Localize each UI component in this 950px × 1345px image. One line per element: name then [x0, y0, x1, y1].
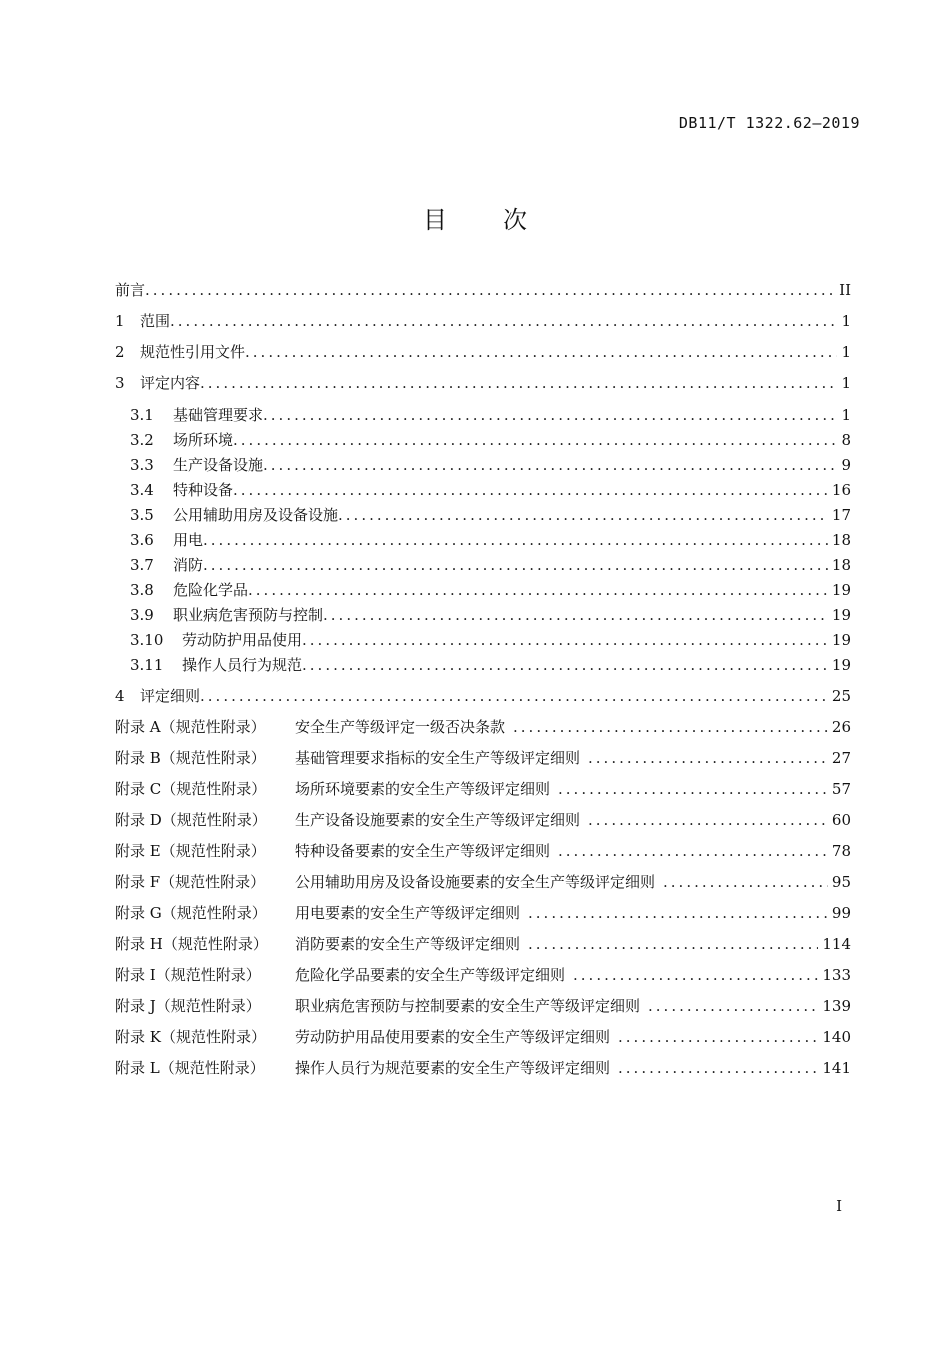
- toc-entry-label: 特种设备: [173, 481, 234, 499]
- toc-entry-number: 3.8: [130, 581, 154, 599]
- toc-entry-label: 场所环境: [173, 431, 234, 449]
- toc-page-number: 141: [822, 1059, 851, 1077]
- toc-page-number: 1: [841, 374, 851, 392]
- toc-entry-section-3-2[interactable]: [130, 429, 851, 451]
- toc-entry-section-3-4[interactable]: [130, 479, 851, 501]
- toc-entry-label: 评定细则: [140, 687, 201, 705]
- toc-page-number: 18: [831, 531, 851, 549]
- toc-leader-dots: [338, 506, 828, 524]
- toc-entry-label: 场所环境要素的安全生产等级评定细则: [295, 780, 551, 798]
- toc-page-number: 60: [831, 811, 851, 829]
- toc-entry-label: 公用辅助用房及设备设施: [173, 506, 339, 524]
- toc-page-number: 9: [841, 456, 851, 474]
- toc-entry-number: 附录 L（规范性附录）: [115, 1059, 265, 1077]
- toc-entry-appendix-d[interactable]: [115, 809, 851, 831]
- toc-entry-label: 职业病危害预防与控制: [173, 606, 324, 624]
- toc-page-number: 95: [831, 873, 851, 891]
- page-title: [0, 200, 950, 235]
- toc-page-number: 139: [822, 997, 851, 1015]
- toc-leader-dots: [618, 1059, 818, 1077]
- toc-entry-number: 3.4: [130, 481, 154, 499]
- toc-entry-appendix-i[interactable]: [115, 964, 851, 986]
- toc-leader-dots: [302, 656, 828, 674]
- toc-entry-label: 生产设备设施: [173, 456, 264, 474]
- toc-entry-label: 特种设备要素的安全生产等级评定细则: [295, 842, 551, 860]
- toc-entry-label: 安全生产等级评定一级否决条款: [295, 718, 506, 736]
- toc-entry-label: 消防: [173, 556, 204, 574]
- toc-leader-dots: [233, 431, 837, 449]
- toc-page-number: 18: [831, 556, 851, 574]
- toc-page-number: 1: [841, 406, 851, 424]
- toc-page-number: II: [839, 281, 851, 299]
- toc-leader-dots: [200, 687, 828, 705]
- toc-entry-appendix-c[interactable]: [115, 778, 851, 800]
- toc-entry-label: 基础管理要求指标的安全生产等级评定细则: [295, 749, 581, 767]
- toc-entry-number: 附录 F（规范性附录）: [115, 873, 266, 891]
- page-number: I: [836, 1197, 842, 1215]
- toc-leader-dots: [573, 966, 818, 984]
- toc-entry-number: 附录 I（规范性附录）: [115, 966, 261, 984]
- toc-leader-dots: [263, 406, 837, 424]
- toc-leader-dots: [245, 343, 837, 361]
- toc-entry-section-3-3[interactable]: [130, 454, 851, 476]
- toc-entry-appendix-j[interactable]: [115, 995, 851, 1017]
- title-char-2: 次: [503, 206, 527, 234]
- toc-leader-dots: [323, 606, 828, 624]
- toc-page-number: 19: [831, 581, 851, 599]
- toc-entry-number: 2: [115, 343, 125, 361]
- toc-entry-label: 危险化学品: [173, 581, 249, 599]
- toc-entry-number: 附录 J（规范性附录）: [115, 997, 261, 1015]
- toc-leader-dots: [203, 531, 828, 549]
- toc-page-number: 19: [831, 631, 851, 649]
- toc-entry-number: 附录 K（规范性附录）: [115, 1028, 266, 1046]
- toc-page-number: 114: [822, 935, 851, 953]
- toc-entry-label: 范围: [140, 312, 171, 330]
- toc-entry-number: 3.1: [130, 406, 154, 424]
- toc-entry-number: 3.5: [130, 506, 154, 524]
- toc-page-number: 19: [831, 656, 851, 674]
- toc-entry-number: 附录 E（规范性附录）: [115, 842, 266, 860]
- toc-entry-section-3-11[interactable]: [130, 654, 851, 676]
- toc-page-number: 19: [831, 606, 851, 624]
- standard-number: DB11/T 1322.62—2019: [678, 114, 860, 132]
- toc-entry-label: 前言: [115, 281, 146, 299]
- toc-entry-label: 用电: [173, 531, 204, 549]
- toc-entry-appendix-l[interactable]: [115, 1057, 851, 1079]
- toc-leader-dots: [203, 556, 828, 574]
- toc-leader-dots: [588, 749, 828, 767]
- toc-leader-dots: [528, 904, 828, 922]
- toc-entry-section-3-7[interactable]: [130, 554, 851, 576]
- toc-page-number: 133: [822, 966, 851, 984]
- toc-entry-label: 公用辅助用房及设备设施要素的安全生产等级评定细则: [295, 873, 656, 891]
- toc-entry-appendix-g[interactable]: [115, 902, 851, 924]
- toc-leader-dots: [145, 281, 835, 299]
- toc-page-number: 27: [831, 749, 851, 767]
- toc-entry-label: 用电要素的安全生产等级评定细则: [295, 904, 521, 922]
- toc-leader-dots: [618, 1028, 818, 1046]
- toc-page-number: 17: [831, 506, 851, 524]
- toc-page-number: 57: [831, 780, 851, 798]
- toc-entry-number: 4: [115, 687, 125, 705]
- toc-entry-label: 操作人员行为规范: [182, 656, 303, 674]
- toc-leader-dots: [558, 780, 828, 798]
- toc-entry-label: 职业病危害预防与控制要素的安全生产等级评定细则: [295, 997, 641, 1015]
- toc-entry-number: 3.6: [130, 531, 154, 549]
- toc-page-number: 1: [841, 312, 851, 330]
- toc-entry-label: 规范性引用文件: [140, 343, 246, 361]
- toc-entry-number: 附录 D（规范性附录）: [115, 811, 267, 829]
- toc-entry-appendix-k[interactable]: [115, 1026, 851, 1048]
- toc-page-number: 1: [841, 343, 851, 361]
- toc-entry-number: 3.9: [130, 606, 154, 624]
- toc-entry-number: 3.7: [130, 556, 154, 574]
- toc-entry-label: 基础管理要求: [173, 406, 264, 424]
- title-char-1: 目: [423, 206, 447, 234]
- toc-leader-dots: [648, 997, 818, 1015]
- toc-page-number: 25: [831, 687, 851, 705]
- toc-entry-section-3-6[interactable]: [130, 529, 851, 551]
- toc-entry-section-3-9[interactable]: [130, 604, 851, 626]
- toc-entry-section-3-1[interactable]: [130, 404, 851, 426]
- toc-leader-dots: [248, 581, 828, 599]
- toc-entry-appendix-e[interactable]: [115, 840, 851, 862]
- toc-entry-number: 3.11: [130, 656, 164, 674]
- toc-entry-appendix-b[interactable]: [115, 747, 851, 769]
- toc-leader-dots: [200, 374, 837, 392]
- toc-entry-foreword[interactable]: [115, 279, 851, 301]
- toc-entry-label: 操作人员行为规范要素的安全生产等级评定细则: [295, 1059, 611, 1077]
- toc-leader-dots: [302, 631, 828, 649]
- toc-entry-label: 评定内容: [140, 374, 201, 392]
- toc-page-number: 78: [831, 842, 851, 860]
- toc-page-number: 140: [822, 1028, 851, 1046]
- toc-page-number: 8: [841, 431, 851, 449]
- toc-entry-appendix-f[interactable]: [115, 871, 851, 893]
- toc-entry-label: 危险化学品要素的安全生产等级评定细则: [295, 966, 566, 984]
- toc-entry-chapter-3[interactable]: [115, 372, 851, 394]
- toc-entry-label: 消防要素的安全生产等级评定细则: [295, 935, 521, 953]
- toc-page-number: 99: [831, 904, 851, 922]
- toc-entry-number: 3.10: [130, 631, 164, 649]
- toc-leader-dots: [528, 935, 818, 953]
- toc-leader-dots: [170, 312, 837, 330]
- toc-leader-dots: [233, 481, 828, 499]
- toc-entry-number: 附录 G（规范性附录）: [115, 904, 267, 922]
- toc-leader-dots: [558, 842, 828, 860]
- toc-entry-number: 3.3: [130, 456, 154, 474]
- toc-entry-number: 附录 B（规范性附录）: [115, 749, 266, 767]
- toc-entry-chapter-2[interactable]: [115, 341, 851, 363]
- toc-entry-label: 生产设备设施要素的安全生产等级评定细则: [295, 811, 581, 829]
- toc-entry-section-3-10[interactable]: [130, 629, 851, 651]
- toc-page-number: 26: [831, 718, 851, 736]
- toc-leader-dots: [263, 456, 837, 474]
- toc-leader-dots: [588, 811, 828, 829]
- toc-entry-number: 附录 H（规范性附录）: [115, 935, 268, 953]
- toc-leader-dots: [513, 718, 828, 736]
- toc-entry-number: 3.2: [130, 431, 154, 449]
- toc-entry-number: 附录 A（规范性附录）: [115, 718, 266, 736]
- toc-leader-dots: [663, 873, 828, 891]
- toc-entry-appendix-h[interactable]: [115, 933, 851, 955]
- toc-page-number: 16: [831, 481, 851, 499]
- toc-entry-appendix-a[interactable]: [115, 716, 851, 738]
- toc-entry-number: 附录 C（规范性附录）: [115, 780, 267, 798]
- toc-entry-number: 3: [115, 374, 125, 392]
- toc-entry-number: 1: [115, 312, 125, 330]
- toc-entry-chapter-1[interactable]: [115, 310, 851, 332]
- toc-entry-label: 劳动防护用品使用要素的安全生产等级评定细则: [295, 1028, 611, 1046]
- toc-entry-chapter-4[interactable]: [115, 685, 851, 707]
- toc-entry-label: 劳动防护用品使用: [182, 631, 303, 649]
- toc-entry-section-3-5[interactable]: [130, 504, 851, 526]
- toc-entry-section-3-8[interactable]: [130, 579, 851, 601]
